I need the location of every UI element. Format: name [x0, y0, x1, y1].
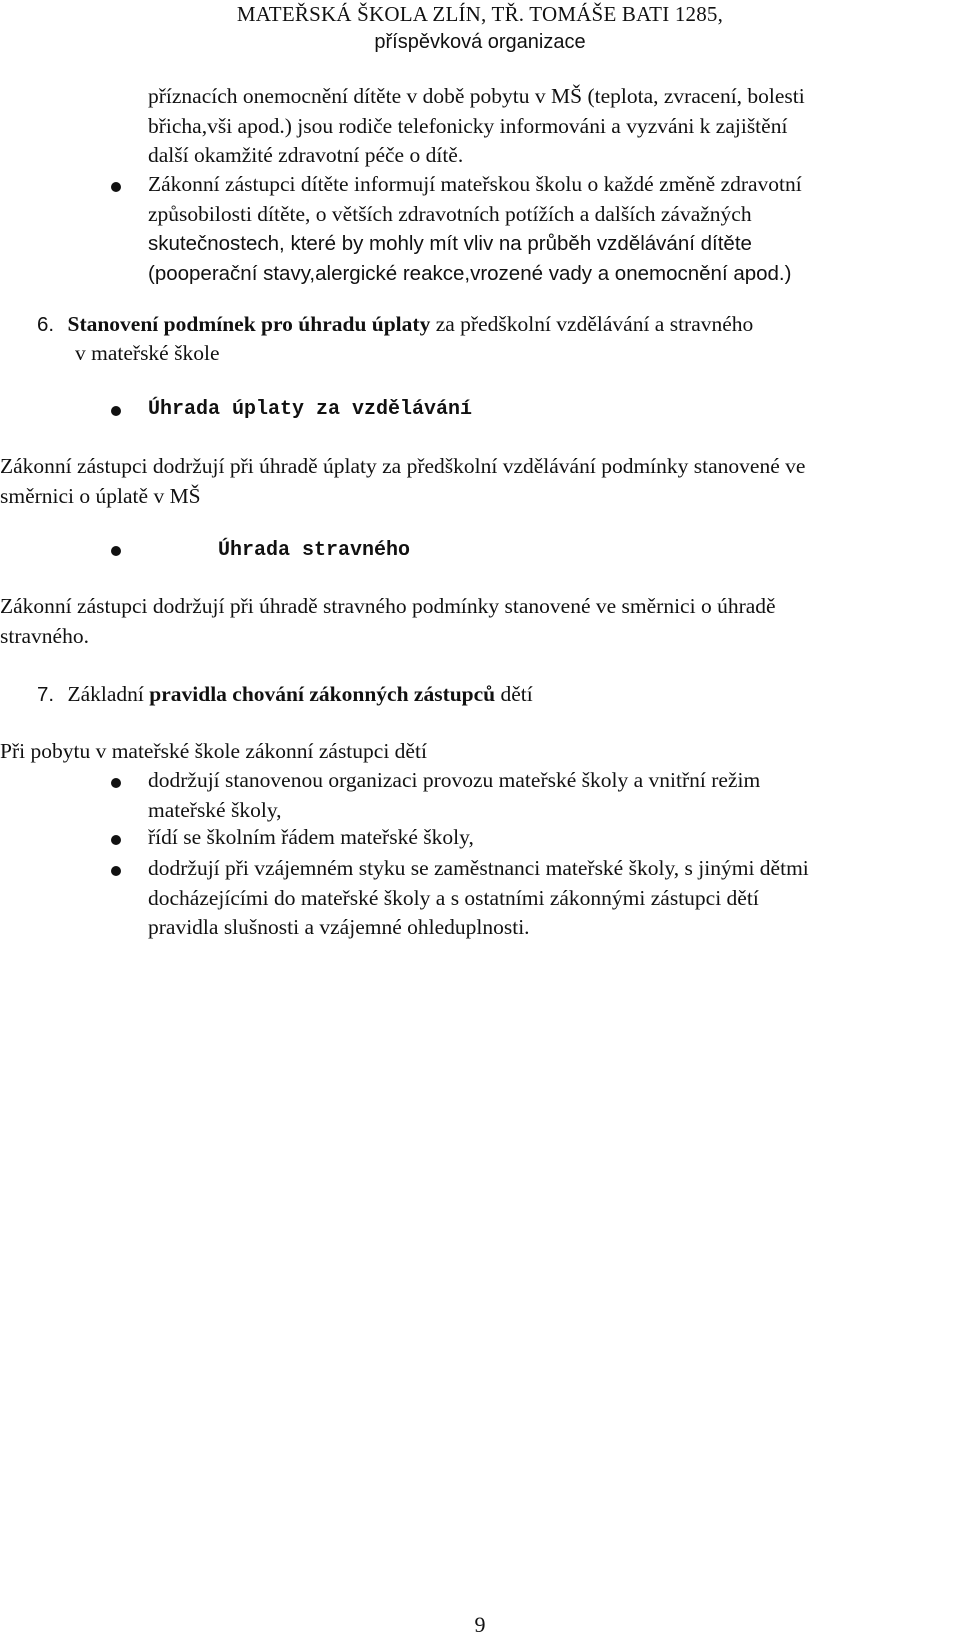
bullet-icon: [111, 778, 121, 788]
meals-heading: Úhrada stravného: [218, 539, 411, 562]
section-7-title-post: dětí: [495, 682, 533, 706]
rules-item-line: docházejícími do mateřské školy a s ostatními zákonnými zástupci dětí: [148, 885, 759, 910]
continuation-line: příznacích onemocnění dítěte v době pobytu v MŠ (teplota, zvracení, bolesti: [148, 84, 805, 108]
bullet-inform-line: Zákonní zástupci dítěte informují mateřskou školu o každé změně zdravotní: [148, 172, 802, 196]
meals-paragraph: [0, 592, 776, 651]
document-header: [0, 0, 960, 56]
rules-item-line: mateřské školy,: [148, 797, 282, 822]
tuition-line: směrnici o úplatě v MŠ: [0, 483, 201, 508]
section-7-title-pre: Základní: [67, 682, 150, 706]
tuition-heading: Úhrada úplaty za vzdělávání: [148, 398, 473, 421]
section-6-number: 6.: [37, 313, 55, 336]
bullet-icon: [111, 835, 121, 845]
rules-item: [148, 823, 474, 853]
tuition-paragraph: [0, 452, 805, 511]
section-6-title-rest: za předškolní vzdělávání a stravného: [430, 312, 754, 336]
rules-item: [148, 854, 809, 943]
section-7-number: 7.: [37, 683, 55, 706]
continuation-line: břicha,vši apod.) jsou rodiče telefonicky informováni a vyzváni k zajištění: [148, 113, 788, 138]
section-7-title-bold: pravidla chování zákonných zástupců: [149, 682, 496, 706]
section-6-heading: [37, 310, 753, 340]
meals-line: Zákonní zástupci dodržují při úhradě stravného podmínky stanovené ve směrnici o úhradě: [0, 594, 776, 618]
bullet-icon: [111, 406, 121, 416]
continuation-paragraph: [148, 82, 805, 171]
meals-line: stravného.: [0, 623, 89, 648]
bullet-inform-paragraph: [148, 170, 802, 288]
page-number: 9: [474, 1612, 486, 1637]
bullet-icon: [111, 546, 121, 556]
tuition-line: Zákonní zástupci dodržují při úhradě úplaty za předškolní vzdělávání podmínky stanovené ve: [0, 454, 806, 478]
section-7-heading: [37, 680, 533, 710]
bullet-icon: [111, 866, 121, 876]
section-6-heading-line2: v mateřské škole: [75, 341, 220, 365]
rules-item-line: dodržují stanovenou organizaci provozu mateřské školy a vnitřní režim: [148, 768, 761, 792]
bullet-inform-line: skutečnostech, které by mohly mít vliv na průběh vzdělávání dítěte: [148, 232, 752, 256]
rules-item: [148, 766, 760, 825]
section-6-title: Stanovení podmínek pro úhradu úplaty: [67, 312, 431, 336]
rules-intro: Při pobytu v mateřské škole zákonní zástupci dětí: [0, 739, 427, 763]
bullet-inform-line: (pooperační stavy,alergické reakce,vrozené vady a onemocnění apod.): [148, 261, 792, 285]
bullet-inform-line: způsobilosti dítěte, o větších zdravotních potížích a dalších závažných: [148, 201, 752, 226]
header-school-name: MATEŘSKÁ ŠKOLA ZLÍN, TŘ. TOMÁŠE BATI 1285,: [236, 2, 724, 26]
rules-item-line: dodržují při vzájemném styku se zaměstnanci mateřské školy, s jinými dětmi: [148, 856, 809, 880]
rules-item-line: řídí se školním řádem mateřské školy,: [148, 825, 474, 849]
bullet-icon: [111, 182, 121, 192]
continuation-line: další okamžité zdravotní péče o dítě.: [148, 143, 464, 168]
rules-item-line: pravidla slušnosti a vzájemné ohleduplnosti.: [148, 915, 530, 940]
header-organization-type: příspěvková organizace: [374, 31, 586, 53]
